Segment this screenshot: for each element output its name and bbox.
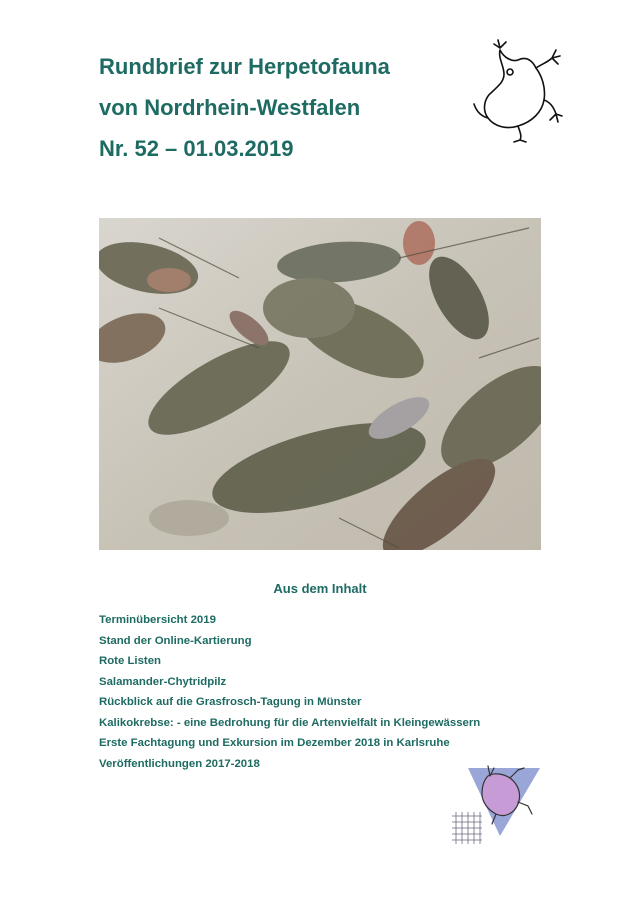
contents-item: Rote Listen bbox=[99, 655, 162, 667]
contents-item: Salamander-Chytridpilz bbox=[99, 675, 227, 688]
issue-number-date: Nr. 52 – 01.03.2019 bbox=[99, 136, 294, 161]
contents-heading: Aus dem Inhalt bbox=[273, 581, 367, 596]
contents-item: Erste Fachtagung und Exkursion im Dezember 2018 in Karlsruhe bbox=[99, 737, 450, 749]
contents-item: Stand der Online-Kartierung bbox=[99, 634, 252, 647]
title-line-2: von Nordrhein-Westfalen bbox=[99, 95, 361, 120]
crayfish-photo bbox=[99, 218, 541, 550]
frog-line-drawing-icon bbox=[470, 36, 570, 146]
frog-triangle-logo-icon bbox=[448, 758, 548, 848]
contents-item: Veröffentlichungen 2017-2018 bbox=[99, 757, 260, 770]
contents-item: Kalikokrebse: - eine Bedrohung für die Artenvielfalt in Kleingewässern bbox=[99, 716, 481, 729]
contents-item: Rückblick auf die Grasfrosch-Tagung in Münster bbox=[99, 696, 362, 708]
contents-list bbox=[99, 610, 480, 774]
contents-item: Terminübersicht 2019 bbox=[99, 614, 216, 626]
title-line-1: Rundbrief zur Herpetofauna bbox=[99, 54, 390, 79]
